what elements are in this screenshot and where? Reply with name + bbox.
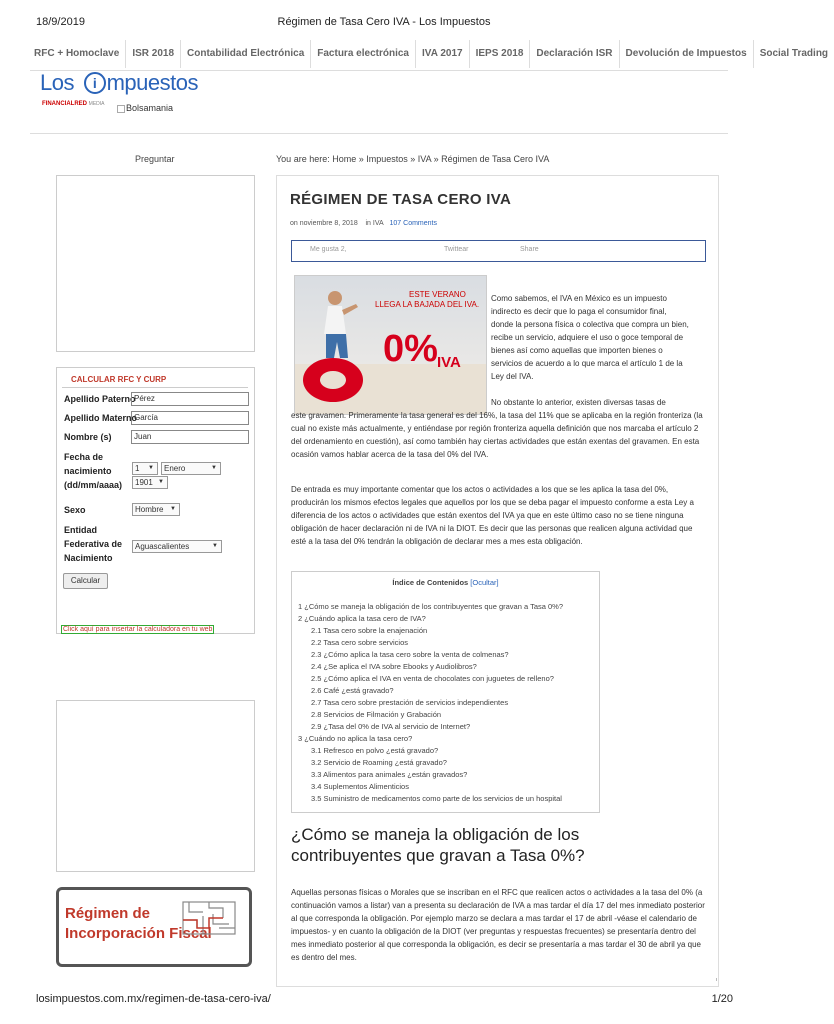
sexo-select[interactable] — [132, 503, 180, 516]
maze-icon — [179, 898, 239, 938]
sexo-select-value: Hombre — [135, 505, 164, 514]
nav-item-iva[interactable]: IVA 2017 — [416, 40, 470, 68]
article-title: RÉGIMEN DE TASA CERO IVA — [290, 191, 512, 208]
chevron-down-icon: ▼ — [211, 465, 217, 471]
toc-item[interactable]: 2.7 Tasa cero sobre prestación de servicios independientes — [311, 698, 509, 707]
intro-paragraph: Como sabemos, el IVA en México es un impuesto indirecto es decir que lo paga el consumidor final, donde la persona física o colectiva que compra un bien, recibe un servicio, adquiere el uso o goce temporal de bienes así como aquellas que importen bienes o servicios de acuerdo a lo que marca el artículo 1 de la Ley del IVA. — [491, 294, 689, 381]
toc-item[interactable]: 2.1 Tasa cero sobre la enajenación — [311, 626, 428, 635]
day-select-value: 1 — [135, 464, 140, 473]
scroll-indicator — [716, 978, 717, 981]
chevron-down-icon: ▼ — [170, 506, 176, 512]
nav-item-ieps[interactable]: IEPS 2018 — [470, 40, 531, 68]
toc-item[interactable]: 2.9 ¿Tasa del 0% de IVA al servicio de Internet? — [311, 722, 471, 731]
rif-line-1: Régimen de — [65, 905, 151, 922]
nav-item-devolucion[interactable]: Devolución de Impuestos — [620, 40, 754, 68]
toc-item[interactable]: 2.3 ¿Cómo aplica la tasa cero sobre la venta de colmenas? — [311, 650, 509, 659]
para4-body: Aquellas personas físicas o Morales que se inscriban en el RFC que realicen actos o actividades a la tasa del 0% (a continuación vamos a listar) van a presenta su declaración de IVA a mas tardar el día 17 del mes inmediato posterior al que corresponda la obligación. Por ejemplo marzo se declara a mas tardar el 17 de abril -véase el calendario de impuestos- y en cuanto la obligación de la DIOT (ver preguntas y respuestas frecuentes) se presentaría dentro del mes inmediato posterior al que corresponda la obligación, es decir se presentaría a mas tardar el 30 de abril ya que es dentro del mes. — [291, 888, 705, 962]
print-url: losimpuestos.com.mx/regimen-de-tasa-cero-iva/ — [36, 993, 271, 1005]
meta-category-link[interactable]: IVA — [372, 220, 384, 227]
nav-item-social-trading[interactable]: Social Trading — [759, 48, 829, 59]
print-date: 18/9/2019 — [36, 16, 85, 28]
tweet-button[interactable]: Twittear — [444, 246, 469, 253]
breadcrumb[interactable]: You are here: Home » Impuestos » IVA » Régimen de Tasa Cero IVA — [276, 154, 550, 164]
hero-iva: IVA — [437, 354, 461, 371]
entidad-select[interactable] — [132, 540, 222, 553]
month-select-value: Enero — [164, 464, 186, 473]
toc-item[interactable]: 2 ¿Cuándo aplica la tasa cero de IVA? — [298, 614, 426, 623]
article-hero-image — [294, 275, 487, 415]
toc-item[interactable]: 3.2 Servicio de Roaming ¿está gravado? — [311, 758, 447, 767]
broken-image-icon — [117, 105, 125, 113]
meta-date: on noviembre 8, 2018 — [290, 220, 358, 227]
toc-title-text: Índice de Contenidos — [392, 578, 469, 587]
financialred-text: FINANCIALRED — [42, 101, 87, 107]
label-sexo: Sexo — [64, 505, 86, 515]
facebook-like-button[interactable]: Me gusta 2, — [310, 246, 347, 253]
nav-item-rfc[interactable]: RFC + Homoclave — [30, 40, 126, 68]
share-button[interactable]: Share — [520, 246, 539, 253]
nombre-input[interactable]: Juan — [131, 430, 249, 444]
section-heading: ¿Cómo se maneja la obligación de los contribuyentes que gravan a Tasa 0%? — [291, 825, 585, 865]
financialred-media-text: MEDIA — [88, 101, 105, 107]
label-entidad: Entidad Federativa de Nacimiento — [64, 525, 123, 563]
toc-toggle-link[interactable]: [Ocultar] — [470, 578, 499, 587]
year-select[interactable] — [132, 476, 168, 489]
toc-item[interactable]: 3.3 Alimentos para animales ¿están gravados? — [311, 770, 468, 779]
toc-item[interactable]: 2.5 ¿Cómo aplica el IVA en venta de chocolates con juguetes de relleno? — [311, 674, 554, 683]
meta-comments-link[interactable]: 107 Comments — [389, 220, 437, 227]
hero-line-2: LLEGA LA BAJADA DEL IVA. — [375, 300, 480, 309]
para2-start: No obstante lo anterior, existen diversas tasas de — [491, 398, 666, 407]
main-nav — [30, 40, 829, 71]
month-select[interactable] — [161, 462, 221, 475]
chevron-down-icon: ▼ — [212, 543, 218, 549]
calculator-title: CALCULAR RFC Y CURP — [71, 375, 167, 384]
rfc-calculator — [56, 367, 255, 634]
rif-line-2: Incorporación Fiscal — [65, 925, 212, 942]
bolsamania-logo[interactable] — [117, 103, 173, 113]
social-share-bar — [291, 240, 706, 262]
toc-item[interactable]: 3.5 Suministro de medicamentos como parte de los servicios de un hospital — [311, 794, 562, 803]
nav-item-declaracion[interactable]: Declaración ISR — [530, 40, 619, 68]
hero-line-1: ESTE VERANO — [409, 290, 466, 299]
apellido-paterno-input[interactable]: Pérez — [131, 392, 249, 406]
label-fecha-nacimiento: Fecha de nacimiento (dd/mm/aaaa) — [64, 452, 123, 490]
preguntar-label[interactable]: Preguntar — [135, 154, 175, 164]
toc-item[interactable]: 3.4 Suplementos Alimenticios — [311, 782, 409, 791]
chevron-down-icon: ▼ — [148, 465, 154, 471]
calculator-divider — [62, 387, 248, 388]
calcular-button[interactable]: Calcular — [63, 573, 108, 589]
nav-item-contabilidad[interactable]: Contabilidad Electrónica — [181, 40, 311, 68]
toc-item[interactable]: 2.6 Café ¿está gravado? — [311, 686, 394, 695]
hero-zero-percent: 0% — [383, 328, 438, 370]
toc-item[interactable]: 2.2 Tasa cero sobre servicios — [311, 638, 408, 647]
label-nombre: Nombre (s) — [64, 432, 112, 442]
logo-text-impuestos: mpuestos — [106, 70, 198, 95]
nav-item-isr[interactable]: ISR 2018 — [126, 40, 181, 68]
logo-i-icon: i — [84, 72, 106, 94]
label-apellido-materno: Apellido Materno — [64, 413, 138, 423]
print-page-number: 1/20 — [711, 993, 733, 1005]
hero-text — [409, 290, 466, 300]
toc-item[interactable]: 1 ¿Cómo se maneja la obligación de los contribuyentes que gravan a Tasa 0%? — [298, 602, 564, 611]
toc-item[interactable]: 2.4 ¿Se aplica el IVA sobre Ebooks y Audiolibros? — [311, 662, 477, 671]
toc-title — [292, 578, 599, 587]
nav-item-factura[interactable]: Factura electrónica — [311, 40, 416, 68]
toc-item[interactable]: 2.8 Servicios de Filmación y Grabación — [311, 710, 442, 719]
entidad-select-value: Aguascalientes — [135, 542, 190, 551]
para3-body: De entrada es muy importante comentar que los actos o actividades a los que se les aplica la tasa del 0%, producirán los mismos efectos legales que aquellos por los que se deba pagar el impuesto conforme a esta Ley a diferencia de los actos o actividades que están exentos del IVA ya que en este último caso no se tiene ninguna obligación de hacer declaración ni de IVA ni la DIOT. Es decir que las personas que realicen alguna actividad que esté a la tasa del 0% tendrán la obligación de declarar mes a mes esta obligación. — [291, 485, 694, 546]
meta-in: in — [365, 220, 371, 227]
toc-item[interactable]: 3 ¿Cuándo no aplica la tasa cero? — [298, 734, 413, 743]
label-apellido-paterno: Apellido Paterno — [64, 394, 136, 404]
toc-item[interactable]: 3.1 Refresco en polvo ¿está gravado? — [311, 746, 439, 755]
para2-body: este gravamen. Primeramente la tasa general es del 16%, la tasa del 11% que se aplicaba en la región fronteriza (la cual no existe más actualmente, y entiéndase por región fronteriza aquella definición que nos marcaba el artículo 2 del ordenamiento en cuestión), así como también hay ciertas actividades que están exentas del gravamen. En esta ocasión vamos hablar acerca de la tasa del 0% del IVA. — [291, 411, 703, 459]
print-title: Régimen de Tasa Cero IVA - Los Impuestos — [277, 16, 491, 28]
sidebar-ad-slot-2 — [56, 700, 255, 872]
chevron-down-icon: ▼ — [158, 479, 164, 485]
day-select[interactable] — [132, 462, 158, 475]
rif-banner[interactable] — [56, 887, 252, 967]
article-card — [276, 175, 719, 987]
apellido-materno-input[interactable]: García — [131, 411, 249, 425]
embed-calculator-link[interactable]: Click aquí para insertar la calculadora en tu web — [63, 626, 213, 633]
header-divider — [30, 133, 728, 134]
sidebar-ad-slot — [56, 175, 255, 352]
table-of-contents — [291, 571, 600, 813]
year-select-value: 1901 — [135, 478, 153, 487]
article-meta — [290, 220, 437, 227]
logo-text-los: Los — [40, 70, 74, 95]
financialred-logo[interactable] — [42, 101, 105, 107]
bolsamania-alt-text: Bolsamania — [126, 103, 174, 113]
site-logo[interactable] — [40, 70, 198, 97]
